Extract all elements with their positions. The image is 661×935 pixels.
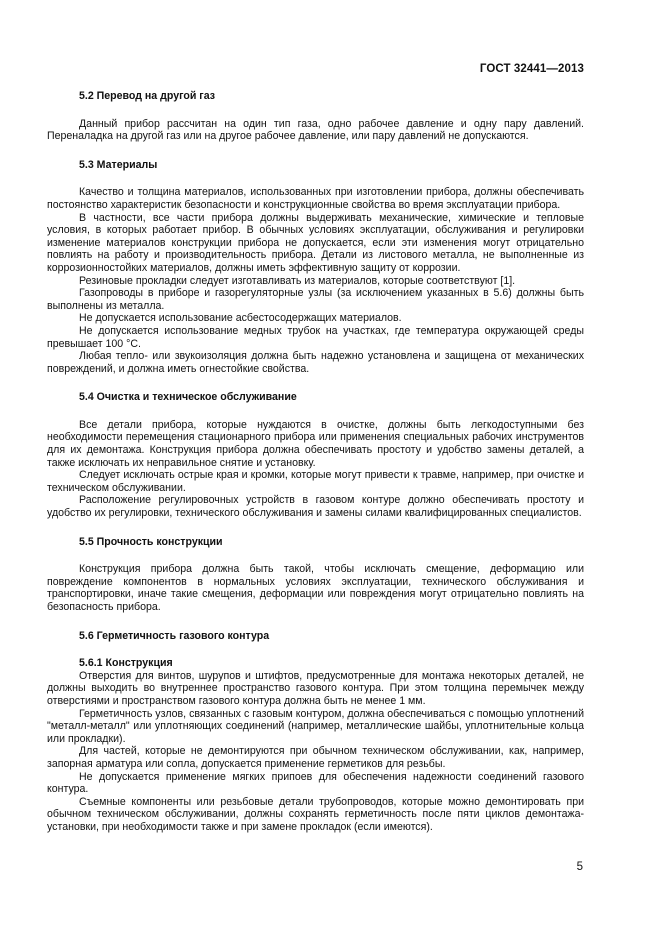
paragraph: В частности, все части прибора должны выдерживать механические, химические и тепловые условия, в которых работает прибор. В обычных условиях эксплуатации, обслуживания и регулировки изменение материалов конструкции прибора не допускается, если эти изменения могут отрицательно повлиять на работу и производительность прибора. Детали из листового металла, не выполненные из коррозионностойких материалов, должны иметь эффективную защиту от коррозии. — [47, 211, 584, 274]
paragraph: Расположение регулировочных устройств в газовом контуре должно обеспечивать простоту и удобство их регулировки, технического обслуживания и замены силами квалифицированных специалистов. — [47, 494, 584, 520]
section-5-3 — [47, 159, 584, 376]
section-title: 5.4 Очистка и техническое обслуживание — [79, 391, 297, 404]
section-5-6 — [47, 630, 584, 834]
section-5-5 — [47, 536, 584, 614]
paragraph: Газопроводы в приборе и газорегуляторные узлы (за исключением указанных в 5.6) должны быть выполнены из металла. — [47, 287, 584, 312]
paragraph: Не допускается использование асбестосодержащих материалов. — [79, 312, 402, 325]
paragraph: Не допускается использование медных трубок на участках, где температура окружающей среды превышает 100 °С. — [47, 324, 584, 350]
section-title: 5.6 Герметичность газового контура — [79, 629, 270, 642]
paragraph: Отверстия для винтов, шурупов и штифтов, предусмотренные для монтажа некоторых деталей, не должны выходить во внутреннее пространство газового контура. При этом толщина перемычек между отверстиями и пространством газового контура должна быть не менее 1 мм. — [47, 669, 584, 707]
paragraph: Конструкция прибора должна быть такой, чтобы исключать смещение, деформацию или повреждение компонентов в нормальных условиях эксплуатации, технического обслуживания и транспортировки, иначе такие смещения, деформации или повреждения могут отрицательно повлиять на безопасность прибора. — [47, 563, 584, 613]
paragraph: Герметичность узлов, связанных с газовым контуром, должна обеспечиваться с помощью уплотнений "металл-металл" или уплотняющих соединений (например, металлические шайбы, уплотнительные кольца или прокладки). — [47, 707, 584, 745]
section-title: 5.2 Перевод на другой газ — [79, 90, 215, 102]
paragraph: Для частей, которые не демонтируются при обычном техническом обслуживании, как, например, запорная арматура или сопла, допускается применение герметиков для резьбы. — [47, 745, 584, 770]
paragraph: Следует исключать острые края и кромки, которые могут привести к травме, например, при очистке и техническом обслуживании. — [47, 469, 584, 494]
section-title: 5.3 Материалы — [79, 158, 158, 171]
section-5-2 — [47, 90, 584, 143]
paragraph: Все детали прибора, которые нуждаются в очистке, должны быть легкодоступными без необходимости перемещения стационарного прибора или применения специальных рабочих инструментов для их демонтажа. Конструкция прибора должна обеспечивать простоту и удобство замены деталей, а также исключать их неправильное снятие и установку. — [47, 418, 584, 469]
paragraph: Качество и толщина материалов, использованных при изготовлении прибора, должны обеспечивать постоянство характеристик безопасности и конструкционные свойства во время эксплуатации прибора. — [47, 186, 584, 211]
section-5-4 — [47, 391, 584, 519]
paragraph: Не допускается применение мягких припоев для обеспечения надежности соединений газового контура. — [47, 770, 584, 796]
section-title: 5.5 Прочность конструкции — [79, 535, 223, 548]
document-body — [47, 86, 584, 834]
paragraph: Любая тепло- или звукоизоляция должна быть надежно установлена и защищена от механических повреждений, и должна иметь огнестойкие свойства. — [47, 350, 584, 375]
paragraph: Данный прибор рассчитан на один тип газа, одно рабочее давление и одну пару давлений. Переналадка на другой газ или на другое рабочее давление, или пару давлений не допускаются. — [47, 117, 584, 143]
document-code: ГОСТ 32441—2013 — [479, 63, 584, 75]
subsection-title: 5.6.1 Конструкция — [79, 657, 173, 670]
paragraph: Съемные компоненты или резьбовые детали трубопроводов, которые можно демонтировать при обычном техническом обслуживании, должны сохранять герметичность после пяти циклов демонтажа-установки, при необходимости также и при замене прокладок (если имеются). — [47, 795, 584, 833]
page-number: 5 — [576, 861, 583, 873]
paragraph: Резиновые прокладки следует изготавливать из материалов, которые соответствуют [1]. — [79, 274, 516, 287]
